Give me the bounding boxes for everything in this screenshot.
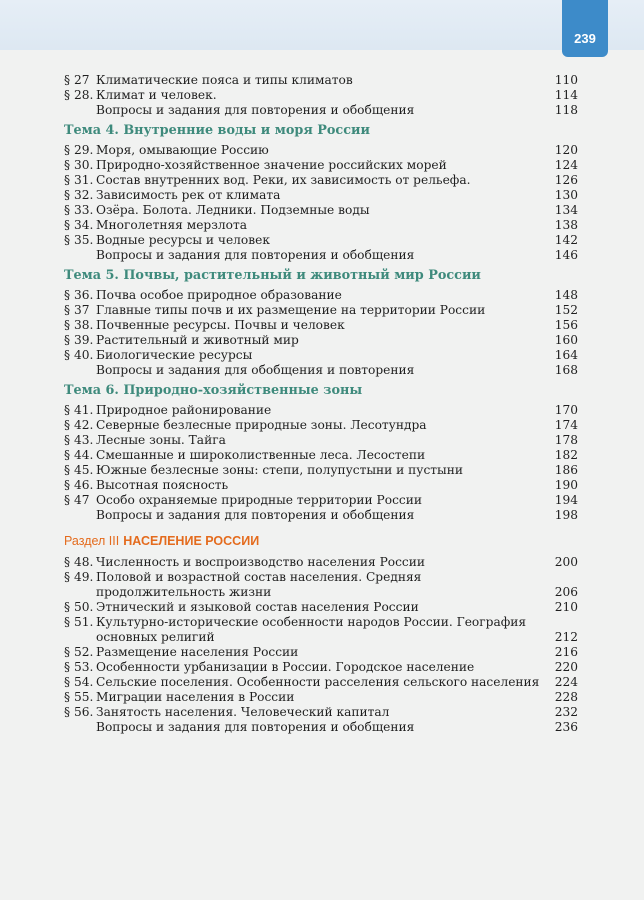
toc-entry [64, 203, 578, 218]
section-number: § 45. [64, 463, 94, 477]
entry-title: Состав внутренних вод. Реки, их зависимость от рельефа. [96, 173, 471, 187]
entry-title: Природное районирование [96, 403, 272, 417]
section-number: § 52. [64, 645, 94, 659]
page-ref: 120 [554, 143, 578, 157]
toc-entry [64, 363, 578, 378]
toc-entry [64, 660, 578, 675]
page-ref: 232 [554, 705, 578, 719]
page-ref: 110 [554, 73, 578, 87]
section-number: § 46. [64, 478, 94, 492]
page-ref: 206 [554, 585, 578, 599]
page-ref: 224 [554, 675, 578, 689]
page-ref: 178 [554, 433, 578, 447]
toc-entry [64, 493, 578, 508]
section-number: § 53. [64, 660, 94, 674]
section-label: Раздел III [64, 534, 120, 548]
theme-4-list [64, 143, 578, 263]
entry-title: Северные безлесные природные зоны. Лесотундра [96, 418, 427, 432]
toc-entry [64, 348, 578, 363]
toc-entry [64, 720, 578, 735]
section-number: § 49. [64, 570, 94, 584]
section-number: § 42. [64, 418, 94, 432]
page-ref: 236 [554, 720, 578, 734]
toc-entry [64, 463, 578, 478]
page-ref: 168 [554, 363, 578, 377]
toc-block-climate [64, 73, 578, 118]
entry-title: Половой и возрастной состав населения. Средняя продолжительность жизни [96, 570, 422, 599]
page-ref: 164 [554, 348, 578, 362]
section-number: § 44. [64, 448, 94, 462]
section-number: § 38. [64, 318, 94, 332]
entry-title: Вопросы и задания для обобщения и повторения [96, 363, 415, 377]
entry-title: Озёра. Болота. Ледники. Подземные воды [96, 203, 370, 217]
entry-title: Природно-хозяйственное значение российских морей [96, 158, 447, 172]
section-3-heading [64, 530, 578, 552]
toc-entry [64, 508, 578, 523]
entry-title: Особо охраняемые природные территории России [96, 493, 422, 507]
page-ref: 138 [554, 218, 578, 232]
page-ref: 200 [554, 555, 578, 569]
entry-title: Численность и воспроизводство населения России [96, 555, 426, 569]
toc-entry [64, 143, 578, 158]
entry-title: Миграции населения в России [96, 690, 295, 704]
entry-title: Этнический и языковой состав населения России [96, 600, 419, 614]
section-number: § 31. [64, 173, 94, 187]
page-ref: 228 [554, 690, 578, 704]
entry-title: Вопросы и задания для повторения и обобщения [96, 720, 415, 734]
theme-6-heading: Тема 6. Природно-хозяйственные зоны [64, 383, 363, 398]
toc-entry [64, 218, 578, 233]
entry-title: Главные типы почв и их размещение на территории России [96, 303, 486, 317]
section-3-list [64, 555, 578, 735]
entry-title: Смешанные и широколиственные леса. Лесостепи [96, 448, 426, 462]
section-number: § 32. [64, 188, 94, 202]
toc-entry [64, 318, 578, 333]
page-ref: 118 [554, 103, 578, 117]
entry-title: Водные ресурсы и человек [96, 233, 270, 247]
page-ref: 212 [554, 630, 578, 644]
page-ref: 146 [554, 248, 578, 262]
toc-entry [64, 233, 578, 248]
section-number: § 55. [64, 690, 94, 704]
theme-5-heading: Тема 5. Почвы, растительный и животный мир России [64, 268, 481, 283]
section-number: § 41. [64, 403, 94, 417]
theme-5-list [64, 288, 578, 378]
entry-title: Вопросы и задания для повторения и обобщения [96, 103, 415, 117]
page-ref: 194 [554, 493, 578, 507]
section-number: § 33. [64, 203, 94, 217]
toc-entry [64, 173, 578, 188]
entry-title: Почвенные ресурсы. Почвы и человек [96, 318, 345, 332]
toc-entry [64, 705, 578, 720]
section-number: § 51. [64, 615, 94, 629]
page-ref: 152 [554, 303, 578, 317]
page-ref: 198 [554, 508, 578, 522]
toc-entry [64, 555, 578, 570]
section-number: § 50. [64, 600, 94, 614]
entry-title: Вопросы и задания для повторения и обобщения [96, 508, 415, 522]
toc-entry [64, 88, 578, 103]
toc-entry [64, 478, 578, 493]
entry-title: Многолетняя мерзлота [96, 218, 247, 232]
page-ref: 148 [554, 288, 578, 302]
section-number: § 40. [64, 348, 94, 362]
toc-entry [64, 73, 578, 88]
entry-title: Культурно-исторические особенности народов России. География основных религий [96, 615, 527, 644]
toc-entry [64, 248, 578, 263]
toc-entry [64, 675, 578, 690]
section-number: § 36. [64, 288, 94, 302]
entry-title: Размещение населения России [96, 645, 299, 659]
toc-entry [64, 403, 578, 418]
toc-entry [64, 188, 578, 203]
entry-title: Зависимость рек от климата [96, 188, 281, 202]
page-ref: 170 [554, 403, 578, 417]
toc-entry [64, 158, 578, 173]
section-number: § 43. [64, 433, 94, 447]
page-ref: 142 [554, 233, 578, 247]
theme-4-heading: Тема 4. Внутренние воды и моря России [64, 123, 370, 138]
entry-title: Почва особое природное образование [96, 288, 342, 302]
toc-entry [64, 418, 578, 433]
entry-title: Высотная поясность [96, 478, 229, 492]
section-number: § 56. [64, 705, 94, 719]
page-ref: 126 [554, 173, 578, 187]
page-ref: 220 [554, 660, 578, 674]
section-number: § 35. [64, 233, 94, 247]
section-number: § 54. [64, 675, 94, 689]
toc-entry [64, 433, 578, 448]
page-ref: 160 [554, 333, 578, 347]
page-ref: 124 [554, 158, 578, 172]
section-number: § 28. [64, 88, 94, 102]
section-number: § 47 [64, 493, 90, 507]
toc-entry [64, 690, 578, 705]
entry-title: Вопросы и задания для повторения и обобщения [96, 248, 415, 262]
page-ref: 216 [554, 645, 578, 659]
section-number: § 34. [64, 218, 94, 232]
theme-6-list [64, 403, 578, 523]
page-ref: 210 [554, 600, 578, 614]
page-ref: 186 [554, 463, 578, 477]
top-band [0, 0, 644, 50]
entry-title: Климат и человек. [96, 88, 217, 102]
section-number: § 30. [64, 158, 94, 172]
page-ref: 114 [554, 88, 578, 102]
toc-entry [64, 600, 578, 615]
section-number: § 39. [64, 333, 94, 347]
toc-entry [64, 615, 578, 645]
toc-entry [64, 645, 578, 660]
toc-entry [64, 303, 578, 318]
page-ref: 156 [554, 318, 578, 332]
entry-title: Лесные зоны. Тайга [96, 433, 226, 447]
entry-title: Сельские поселения. Особенности расселения сельского населения [96, 675, 540, 689]
toc-entry [64, 288, 578, 303]
section-name: НАСЕЛЕНИЕ РОССИИ [123, 534, 260, 548]
toc-entry [64, 103, 578, 118]
page-ref: 130 [554, 188, 578, 202]
entry-title: Растительный и животный мир [96, 333, 299, 347]
table-of-contents [64, 73, 578, 735]
toc-entry [64, 448, 578, 463]
section-number: § 48. [64, 555, 94, 569]
page-ref: 174 [554, 418, 578, 432]
entry-title: Моря, омывающие Россию [96, 143, 269, 157]
toc-entry [64, 570, 578, 600]
entry-title: Занятость населения. Человеческий капитал [96, 705, 390, 719]
toc-entry [64, 333, 578, 348]
page-number: 239 [562, 0, 608, 57]
page-ref: 190 [554, 478, 578, 492]
section-number: § 27 [64, 73, 90, 87]
entry-title: Особенности урбанизации в России. Городское население [96, 660, 475, 674]
entry-title: Климатические пояса и типы климатов [96, 73, 353, 87]
page-ref: 182 [554, 448, 578, 462]
section-number: § 37 [64, 303, 90, 317]
entry-title: Биологические ресурсы [96, 348, 253, 362]
entry-title: Южные безлесные зоны: степи, полупустыни и пустыни [96, 463, 463, 477]
section-number: § 29. [64, 143, 94, 157]
page-ref: 134 [554, 203, 578, 217]
